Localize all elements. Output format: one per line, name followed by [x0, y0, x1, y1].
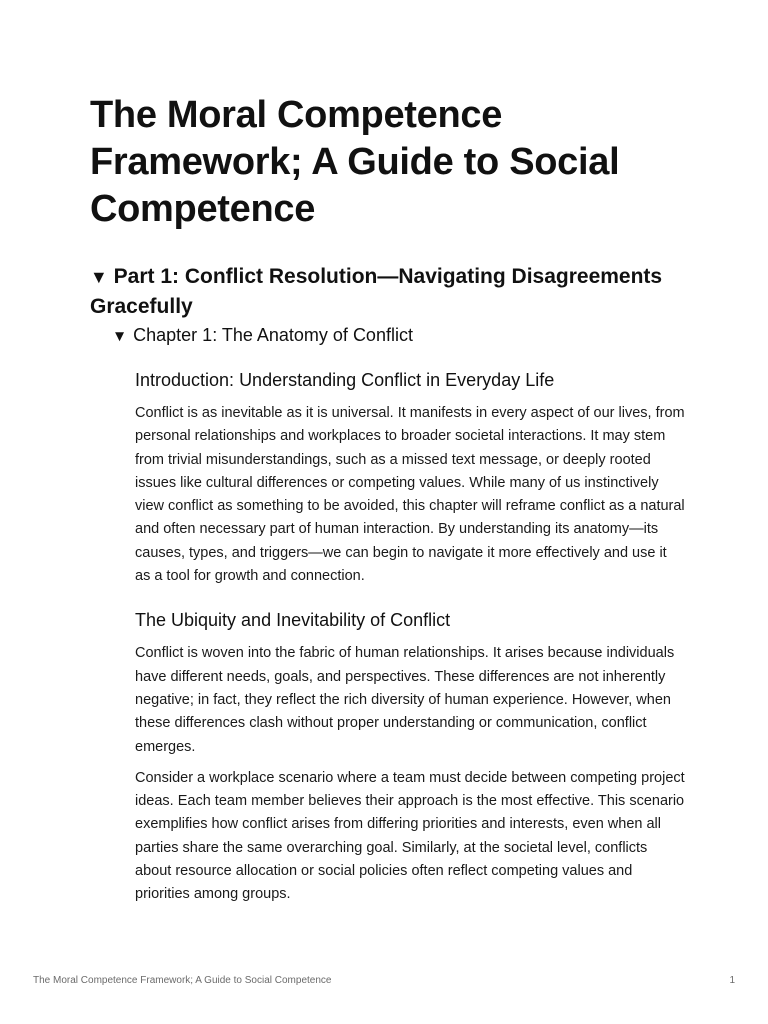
part-heading-text: Part 1: Conflict Resolution—Navigating Disagreements Gracefully — [90, 265, 663, 318]
page-number: 1 — [729, 975, 735, 986]
chapter-heading[interactable] — [112, 322, 692, 350]
document-title: The Moral Competence Framework; A Guide to Social Competence — [90, 94, 620, 230]
section-paragraph: Consider a workplace scenario where a team must decide between competing project ideas. Each team member believes their approach is the most effective. This scenario exemplifies how conflict arises from differing priorities and interests, even when all parties share the same overarching goal. Similarly, at the societal level, conflicts about resource allocation or social policies often reflect competing values and priorities among groups. — [135, 769, 685, 903]
section-heading-introduction: Introduction: Understanding Conflict in Everyday Life — [135, 370, 555, 390]
section-heading-ubiquity: The Ubiquity and Inevitability of Conflict — [135, 610, 451, 631]
footer-running-title: The Moral Competence Framework; A Guide to Social Competence — [33, 975, 332, 986]
section-paragraph: Conflict is woven into the fabric of human relationships. It arises because individuals have different needs, goals, and perspectives. These differences are not inherently negative; in fact, they reflect the rich diversity of human experience. However, when these differences clash without proper understanding or communication, conflict emerges. — [135, 645, 675, 755]
collapse-toggle-icon[interactable]: ▼ — [112, 328, 128, 345]
chapter-heading-text: Chapter 1: The Anatomy of Conflict — [133, 325, 413, 345]
collapse-toggle-icon[interactable]: ▼ — [90, 267, 108, 287]
section-paragraph: Conflict is as inevitable as it is universal. It manifests in every aspect of our lives, from personal relationships and workplaces to broader societal interactions. It may stem from trivial misunderstandings, such as a missed text message, or deeply rooted issues like cultural differences or competing values. While many of us instinctively view conflict as something to be avoided, this chapter will reframe conflict as a natural and often necessary part of human interaction. By understanding its anatomy—its causes, types, and triggers—we can begin to navigate it more effectively and use it as a tool for growth and connection. — [135, 405, 685, 585]
part-heading[interactable] — [90, 262, 690, 322]
chapter-content — [135, 366, 685, 907]
page-footer — [33, 975, 735, 986]
